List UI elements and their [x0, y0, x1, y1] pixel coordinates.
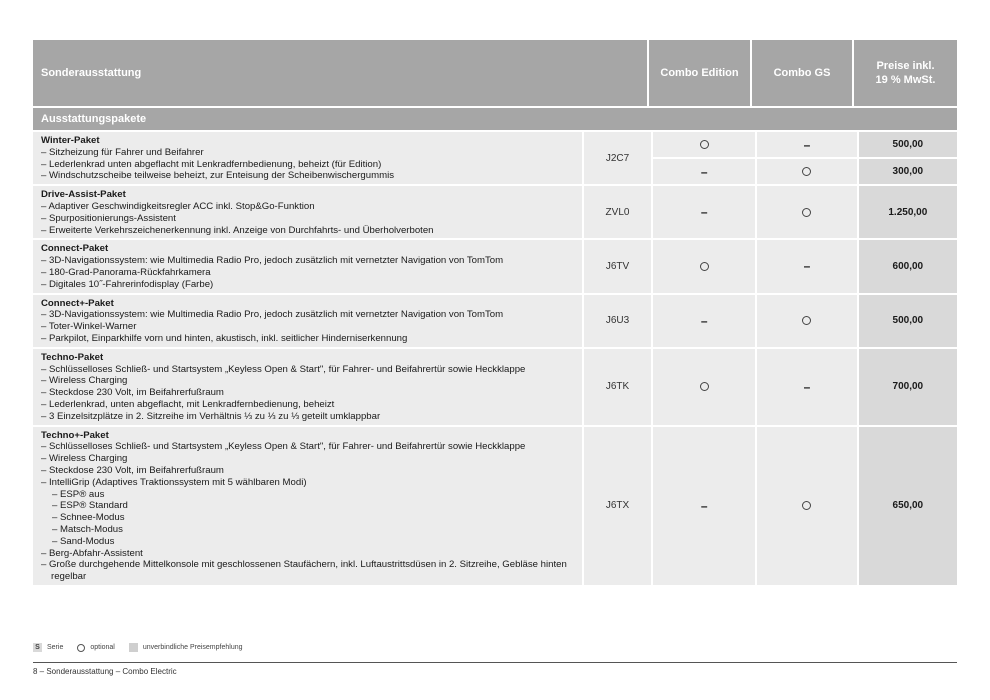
- package-title: Techno+-Paket: [41, 429, 109, 441]
- package-item: – Spurpositionierungs-Assistent: [41, 212, 176, 224]
- package-title: Connect+-Paket: [41, 297, 114, 309]
- equipment-table: [33, 40, 957, 585]
- package-item: – Steckdose 230 Volt, im Beifahrerfußraum: [41, 464, 224, 476]
- edition-cell: –: [700, 205, 708, 220]
- optional-icon: [802, 167, 811, 176]
- package-item: – Steckdose 230 Volt, im Beifahrerfußraum: [41, 387, 224, 399]
- legend: [33, 643, 243, 652]
- row-description: [33, 349, 582, 425]
- package-subitem: – Matsch-Modus: [52, 523, 123, 535]
- row-description: [33, 240, 582, 292]
- optional-icon: [700, 382, 709, 391]
- optional-legend-icon: [77, 644, 85, 652]
- table-header: [33, 40, 957, 106]
- optional-icon: [700, 140, 709, 149]
- page-footer: 8 – Sonderausstattung – Combo Electric: [33, 667, 177, 676]
- package-item: – 3 Einzelsitzplätze in 2. Sitzreihe im Verhältnis ⅓ zu ⅓ zu ⅓ geteilt umklappbar: [41, 410, 381, 422]
- table-row: [33, 130, 957, 184]
- package-title: Drive-Assist-Paket: [41, 189, 126, 201]
- package-item: – 180-Grad-Panorama-Rückfahrkamera: [41, 266, 211, 278]
- row-description: [33, 427, 582, 585]
- header-feature: Sonderausstattung: [33, 40, 649, 106]
- package-title: Techno-Paket: [41, 351, 104, 363]
- table-row: [33, 425, 957, 585]
- package-item: – Parkpilot, Einparkhilfe vorn und hinten, akustisch, inkl. seitlicher Hinderniserkennung: [41, 332, 408, 344]
- package-item: – Digitales 10˝-Fahrerinfodisplay (Farbe): [41, 278, 214, 290]
- package-title: Connect-Paket: [41, 243, 109, 255]
- row-description: [33, 186, 582, 238]
- option-code: J6TX: [582, 427, 651, 585]
- gs-cell: –: [755, 349, 856, 425]
- header-price-line2: 19 % MwSt.: [875, 74, 936, 86]
- package-item: – Lederlenkrad, unten abgeflacht, mit Lenkradfernbedienung, beheizt: [41, 398, 335, 410]
- package-item: – Große durchgehende Mittelkonsole mit geschlossenen Staufächern, inkl. Luftaustrittsdüsen in 2. Sitzreihe, Gebläse hinten regelbar: [41, 559, 567, 583]
- option-code: J6U3: [582, 295, 651, 347]
- row-description: [33, 295, 582, 347]
- row-options: [651, 132, 957, 184]
- edition-cell: [653, 240, 755, 292]
- edition-cell: [653, 132, 755, 157]
- header-combo-gs: Combo GS: [752, 40, 854, 106]
- package-subitem: – ESP® aus: [52, 488, 105, 500]
- price-cell: 300,00: [857, 159, 957, 184]
- table-row: [33, 238, 957, 292]
- price-cell: 700,00: [857, 349, 957, 425]
- option-code: J6TV: [582, 240, 651, 292]
- price-cell: 500,00: [857, 132, 957, 157]
- gs-cell: –: [755, 132, 856, 157]
- price-legend-icon: [129, 643, 138, 652]
- gs-cell: [755, 295, 856, 347]
- edition-cell: –: [700, 498, 708, 513]
- legend-serie: Serie: [47, 644, 64, 651]
- header-price: [854, 40, 957, 106]
- package-item: – Adaptiver Geschwindigkeitsregler ACC inkl. Stop&Go-Funktion: [41, 200, 315, 212]
- package-subitem: – ESP® Standard: [52, 500, 128, 512]
- optional-icon: [802, 501, 811, 510]
- legend-optional: optional: [90, 644, 115, 651]
- legend-price: unverbindliche Preisempfehlung: [142, 644, 243, 651]
- edition-cell: [653, 349, 755, 425]
- price-cell: 650,00: [857, 427, 957, 585]
- package-item: – Berg-Abfahr-Assistent: [41, 547, 143, 559]
- edition-cell: –: [700, 164, 708, 179]
- gs-cell: [755, 186, 856, 238]
- package-item: – Wireless Charging: [41, 453, 128, 465]
- footer-divider: [33, 662, 957, 663]
- price-cell: 1.250,00: [857, 186, 957, 238]
- optional-icon: [700, 262, 709, 271]
- edition-cell: –: [700, 313, 708, 328]
- package-item: – Toter-Winkel-Warner: [41, 321, 137, 333]
- gs-cell: [755, 159, 856, 184]
- header-price-line1: Preise inkl.: [876, 60, 935, 72]
- package-item: – Wireless Charging: [41, 375, 128, 387]
- package-title: Winter-Paket: [41, 135, 100, 146]
- header-combo-edition: Combo Edition: [649, 40, 752, 106]
- package-item: – 3D-Navigationssystem: wie Multimedia Radio Pro, jedoch zusätzlich mit vernetzter Navigation von TomTom: [41, 309, 504, 321]
- package-item: – 3D-Navigationssystem: wie Multimedia Radio Pro, jedoch zusätzlich mit vernetzter Navigation von TomTom: [41, 255, 504, 267]
- serie-icon: S: [33, 643, 42, 652]
- option-code: ZVL0: [582, 186, 651, 238]
- price-cell: 600,00: [857, 240, 957, 292]
- package-subitem: – Sand-Modus: [52, 535, 115, 547]
- package-item: – Schlüsselloses Schließ- und Startsystem „Keyless Open & Start", für Fahrer- und Beifahrertür sowie Heckklappe: [41, 441, 526, 453]
- option-code: J6TK: [582, 349, 651, 425]
- table-row: [33, 347, 957, 425]
- package-item: – Erweiterte Verkehrszeichenerkennung inkl. Anzeige von Durchfahrts- und Überholverboten: [41, 224, 434, 236]
- gs-cell: [755, 427, 856, 585]
- price-cell: 500,00: [857, 295, 957, 347]
- option-code: J2C7: [582, 132, 651, 184]
- table-row: [33, 184, 957, 238]
- optional-icon: [802, 316, 811, 325]
- package-item: – Sitzheizung für Fahrer und Beifahrer: [41, 146, 204, 158]
- table-row: [33, 293, 957, 347]
- package-item: – Schlüsselloses Schließ- und Startsystem „Keyless Open & Start", für Fahrer- und Beifahrertür sowie Heckklappe: [41, 363, 526, 375]
- section-title: Ausstattungspakete: [33, 108, 957, 130]
- gs-cell: –: [755, 240, 856, 292]
- row-description: [33, 132, 582, 184]
- package-subitem: – Schnee-Modus: [52, 512, 125, 524]
- package-item: – Windschutzscheibe teilweise beheizt, zur Enteisung der Scheibenwischergummis: [41, 170, 395, 182]
- package-item: – IntelliGrip (Adaptives Traktionssystem mit 5 wählbaren Modi): [41, 476, 307, 488]
- optional-icon: [802, 208, 811, 217]
- package-item: – Lederlenkrad unten abgeflacht mit Lenkradfernbedienung, beheizt (für Edition): [41, 158, 382, 170]
